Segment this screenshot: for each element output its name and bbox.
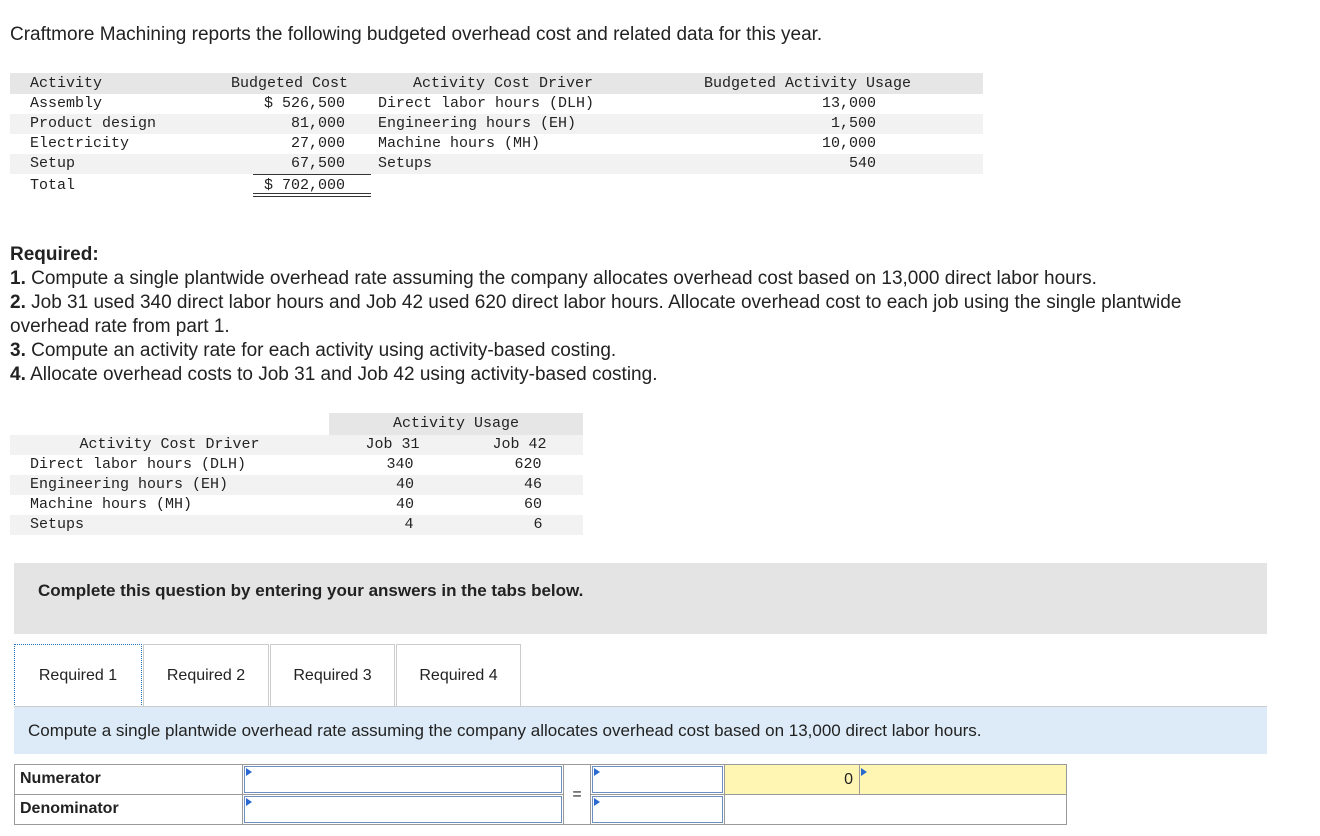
driver-cell: Machine hours (MH) bbox=[30, 496, 193, 513]
job31-cell: 340 bbox=[386, 456, 414, 473]
input-marker-icon bbox=[246, 798, 252, 806]
job31-cell: 4 bbox=[404, 516, 414, 533]
input-marker-icon bbox=[594, 768, 600, 776]
table-row bbox=[10, 515, 583, 535]
table-row bbox=[10, 475, 583, 495]
input-marker-icon bbox=[246, 768, 252, 776]
numerator-input[interactable] bbox=[244, 766, 562, 793]
col-header-driver: Activity Cost Driver bbox=[79, 436, 260, 453]
tab-prompt-text: Compute a single plantwide overhead rate assuming the company allocates overhead cost based on 13,000 direct labor hours. bbox=[28, 721, 982, 740]
total-rule bbox=[253, 174, 371, 175]
table-row bbox=[10, 455, 983, 475]
driver-cell: Machine hours (MH) bbox=[378, 135, 541, 152]
required-heading: Required: bbox=[10, 244, 99, 265]
required-section bbox=[10, 243, 1240, 387]
total-row bbox=[10, 176, 983, 196]
job42-cell: 60 bbox=[523, 496, 542, 513]
driver-cell: Engineering hours (EH) bbox=[378, 115, 577, 132]
col-header-usage: Budgeted Activity Usage bbox=[704, 75, 912, 92]
numerator-label: Numerator bbox=[14, 764, 243, 795]
total-cost: $ 702,000 bbox=[263, 177, 345, 194]
usage-group-header bbox=[329, 413, 583, 435]
cost-cell: 81,000 bbox=[290, 115, 345, 132]
activity-cell: Setup bbox=[30, 155, 76, 172]
job31-cell: 40 bbox=[395, 496, 414, 513]
tab-required-2[interactable]: Required 2 bbox=[143, 644, 269, 707]
rate-numerator-input[interactable] bbox=[592, 766, 723, 793]
input-marker-icon bbox=[594, 798, 600, 806]
usage-cell: 10,000 bbox=[821, 135, 876, 152]
activity-cell: Assembly bbox=[30, 95, 103, 112]
usage-subheader bbox=[10, 435, 583, 455]
table-row bbox=[10, 134, 983, 154]
activity-cell: Product design bbox=[30, 115, 157, 132]
total-double-rule bbox=[253, 196, 371, 197]
cost-cell: 67,500 bbox=[290, 155, 345, 172]
col-header-job31: Job 31 bbox=[365, 436, 420, 453]
usage-cell: 13,000 bbox=[821, 95, 876, 112]
required-item: 1. Compute a single plantwide overhead rate assuming the company allocates overhead cost based on 13,000 direct labor hours. bbox=[10, 268, 1097, 289]
driver-cell: Engineering hours (EH) bbox=[30, 476, 229, 493]
driver-cell: Setups bbox=[30, 516, 85, 533]
col-header-job42: Job 42 bbox=[492, 436, 547, 453]
job42-cell: 46 bbox=[523, 476, 542, 493]
required-item: 2. Job 31 used 340 direct labor hours and Job 42 used 620 direct labor hours. Allocate overhead cost to each job using the single plantwide overhead rate from part 1. bbox=[10, 292, 1182, 337]
result-value: 0 bbox=[844, 771, 853, 788]
equals-sign: = bbox=[563, 764, 591, 825]
table-row bbox=[10, 114, 983, 134]
usage-cell: 1,500 bbox=[830, 115, 876, 132]
job31-cell: 40 bbox=[395, 476, 414, 493]
required-item: 4. Allocate overhead costs to Job 31 and Job 42 using activity-based costing. bbox=[10, 364, 658, 385]
input-marker-icon bbox=[861, 768, 867, 776]
driver-cell: Direct labor hours (DLH) bbox=[378, 95, 595, 112]
driver-cell: Direct labor hours (DLH) bbox=[30, 456, 247, 473]
tab-required-3[interactable]: Required 3 bbox=[270, 644, 395, 707]
table-row bbox=[10, 94, 983, 114]
numerator-cell bbox=[242, 764, 564, 795]
total-double-rule bbox=[253, 193, 371, 194]
rate-numerator-cell bbox=[590, 764, 725, 795]
denominator-input[interactable] bbox=[244, 796, 562, 823]
activity-usage-header: Activity Usage bbox=[392, 415, 520, 432]
budget-table-header bbox=[10, 73, 983, 94]
table-row bbox=[10, 495, 983, 515]
result-divider bbox=[859, 765, 860, 794]
activity-cell: Electricity bbox=[30, 135, 130, 152]
required-item: 3. Compute an activity rate for each activity using activity-based costing. bbox=[10, 340, 617, 361]
total-label: Total bbox=[30, 177, 76, 194]
instruction-text: Complete this question by entering your answers in the tabs below. bbox=[38, 581, 584, 600]
cost-cell: $ 526,500 bbox=[263, 95, 345, 112]
cost-cell: 27,000 bbox=[290, 135, 345, 152]
job42-cell: 6 bbox=[533, 516, 543, 533]
driver-cell: Setups bbox=[378, 155, 433, 172]
rate-denominator-cell bbox=[590, 794, 725, 825]
denominator-cell bbox=[242, 794, 564, 825]
tab-required-4[interactable]: Required 4 bbox=[396, 644, 521, 707]
result-empty-cell bbox=[724, 794, 1067, 825]
col-header-budgeted-cost: Budgeted Cost bbox=[231, 75, 349, 92]
col-header-activity: Activity bbox=[30, 75, 103, 92]
intro-text: Craftmore Machining reports the following budgeted overhead cost and related data for this year. bbox=[10, 24, 823, 45]
rate-denominator-input[interactable] bbox=[592, 796, 723, 823]
table-row bbox=[10, 154, 983, 174]
job42-cell: 620 bbox=[514, 456, 542, 473]
result-cell bbox=[724, 764, 1067, 795]
col-header-driver: Activity Cost Driver bbox=[413, 75, 594, 92]
usage-cell: 540 bbox=[848, 155, 876, 172]
tab-required-1[interactable]: Required 1 bbox=[14, 644, 142, 707]
denominator-label: Denominator bbox=[14, 794, 243, 825]
